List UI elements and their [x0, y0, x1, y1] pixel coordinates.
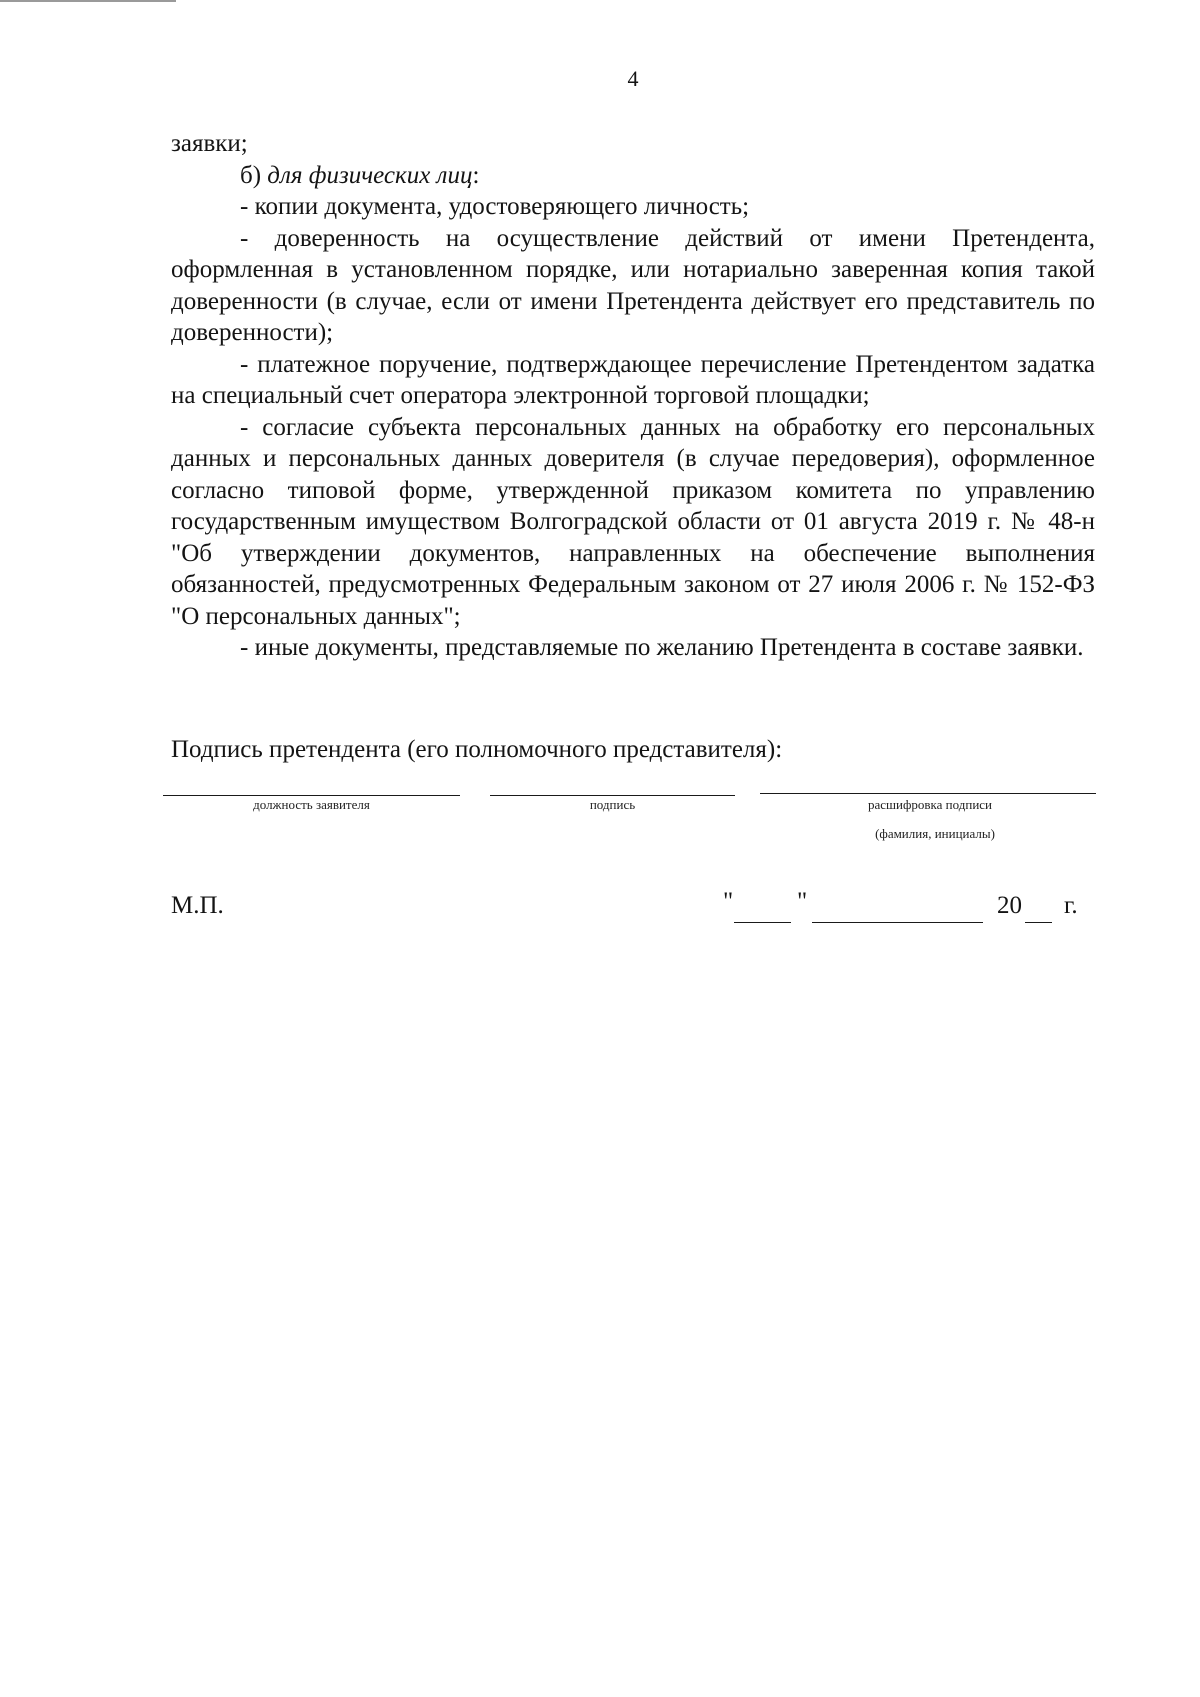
position-caption: должность заявителя: [253, 797, 370, 812]
day-blank: [734, 922, 791, 923]
stamp-label: М.П.: [171, 892, 224, 919]
list-item-power-of-attorney: - доверенность на осуществление действий от имени Претендента, оформленная в установленном порядке, или нотариально заверенная копия такой доверенности (в случае, если от имени Претендента действует его представитель по доверенности);: [171, 224, 1095, 346]
list-item-other-documents: - иные документы, представляемые по желанию Претендента в составе заявки.: [240, 634, 1084, 661]
year-suffix: г.: [1064, 892, 1078, 919]
decode-subcaption: (фамилия, инициалы): [875, 826, 995, 841]
list-item-personal-data-consent: - согласие субъекта персональных данных на обработку его персональных данных и персональных данных доверителя (в случае передоверия), оформленное согласно типовой форме, утвержденной приказом комитета по управлению государственным имуществом Волгоградской области от 01 августа 2019 г. № 48-н "Об утверждении документов, направленных на обеспечение выполнения обязанностей, предусмотренных Федеральным законом от 27 июля 2006 г. № 152-ФЗ "О персональных данных";: [171, 413, 1095, 630]
decode-caption: расшифровка подписи: [867, 797, 993, 812]
paragraph-continuation: заявки;: [171, 130, 248, 157]
signature-caption: подпись: [589, 797, 636, 812]
list-item-payment-order: - платежное поручение, подтверждающее перечисление Претендентом задатка на специальный счет оператора электронной торговой площадки;: [171, 350, 1095, 409]
date-quote-close: ": [797, 888, 808, 915]
signature-title: Подпись претендента (его полномочного представителя):: [171, 736, 783, 763]
year-prefix: 20: [997, 892, 1022, 919]
year-blank: [1025, 922, 1052, 923]
signature-line: [490, 795, 735, 796]
subsection-heading: [171, 160, 1095, 192]
page-number: 4: [627, 66, 639, 91]
subsection-prefix: б): [240, 161, 268, 189]
month-blank: [812, 922, 983, 923]
list-item-identity-copy: - копии документа, удостоверяющего личность;: [240, 193, 750, 220]
date-quote-open: ": [723, 888, 734, 915]
position-line: [163, 795, 460, 796]
subsection-suffix: :: [472, 161, 480, 189]
decode-line: [760, 793, 1096, 794]
document-body: [171, 128, 1095, 664]
scan-edge-mark: [0, 0, 176, 2]
subsection-title: для физических лиц: [267, 161, 473, 189]
